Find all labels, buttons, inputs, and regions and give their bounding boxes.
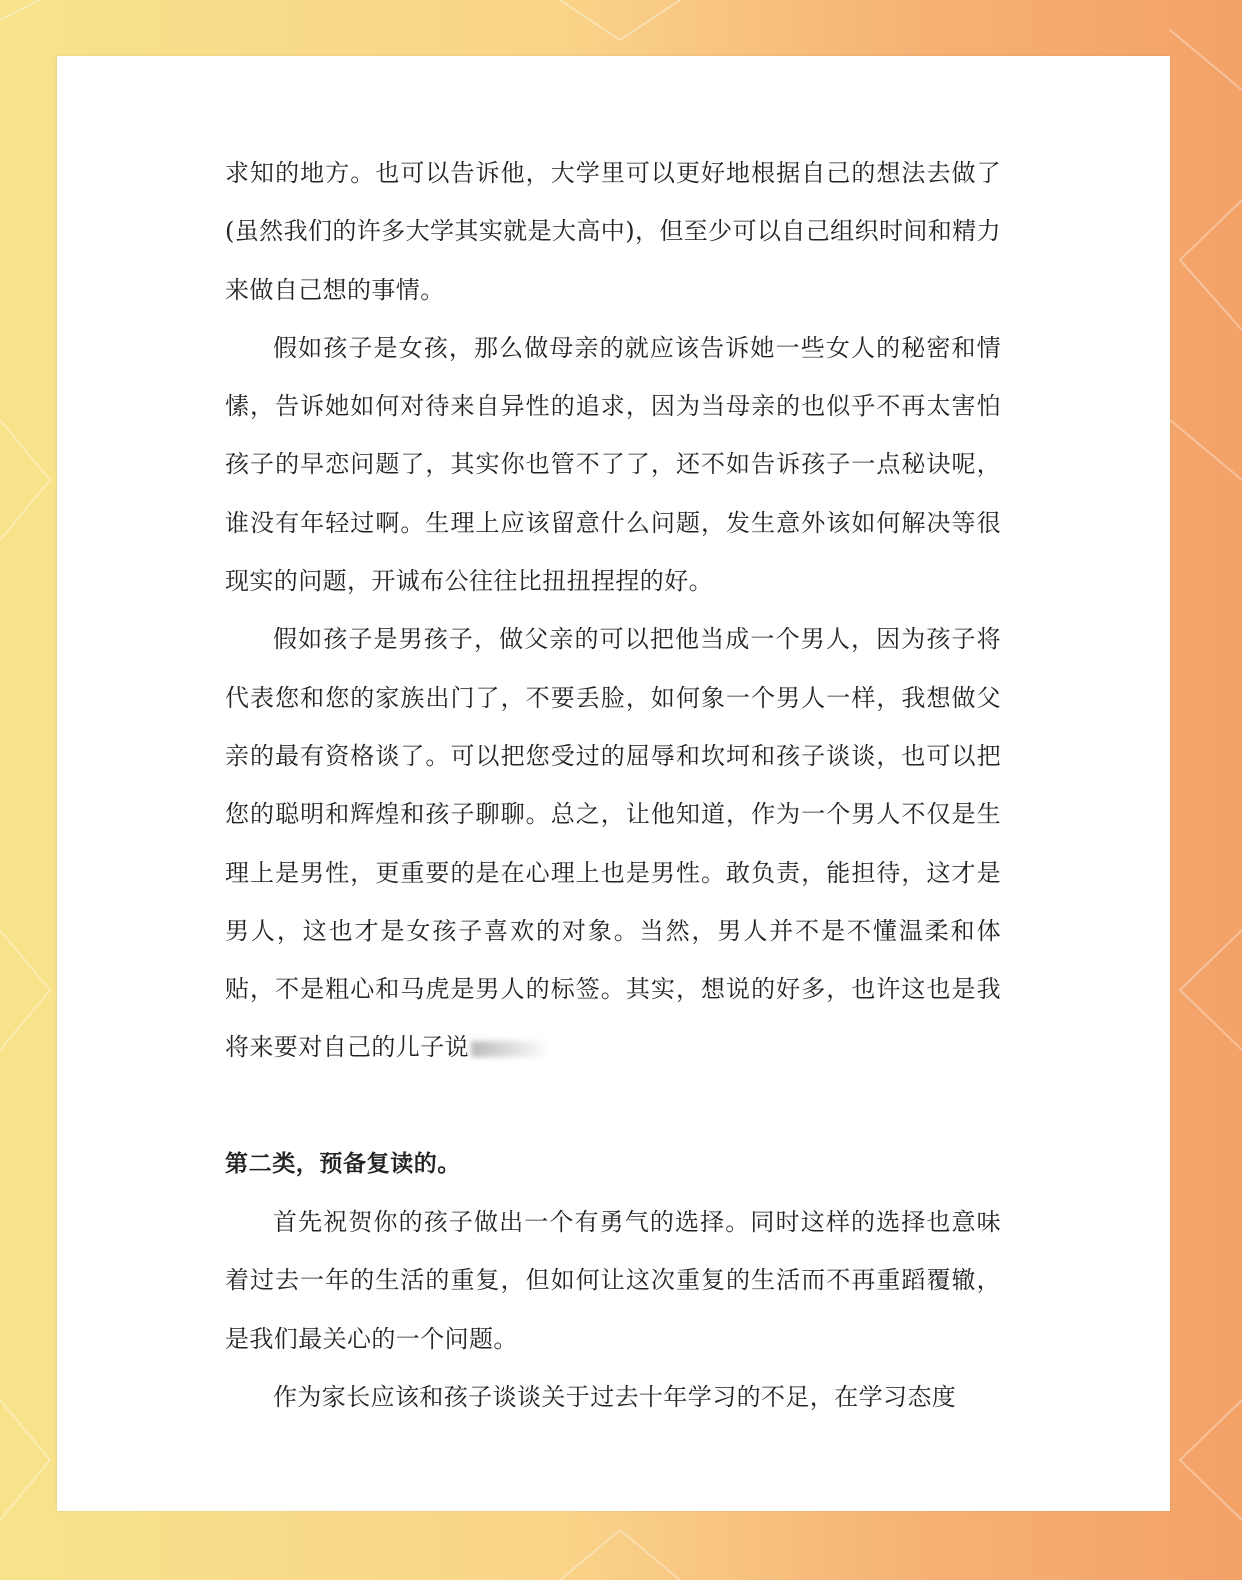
document-body bbox=[225, 144, 1001, 1426]
paragraph-4: 首先祝贺你的孩子做出一个有勇气的选择。同时这样的选择也意味着过去一年的生活的重复，但如何让这次重复的生活而不再重蹈覆辙，是我们最关心的一个问题。 bbox=[225, 1208, 1001, 1353]
paragraph-3 bbox=[225, 610, 1001, 1076]
paragraph-5: 作为家长应该和孩子谈谈关于过去十年学习的不足，在学习态度 bbox=[273, 1382, 957, 1411]
blurred-text-fade bbox=[471, 1041, 549, 1057]
section-heading: 第二类，预备复读的。 bbox=[225, 1150, 461, 1177]
paragraph-3-text: 假如孩子是男孩子，做父亲的可以把他当成一个男人，因为孩子将代表您和您的家族出门了，不要丢脸，如何象一个男人一样，我想做父亲的最有资格谈了。可以把您受过的屈辱和坎坷和孩子谈谈，也可以把您的聪明和辉煌和孩子聊聊。总之，让他知道，作为一个男人不仅是生理上是男性，更重要的是在心理上也是男性。敢负责，能担待，这才是男人，这也才是女孩子喜欢的对象。当然，男人并不是不懂温柔和体贴，不是粗心和马虎是男人的标签。其实，想说的好多，也许这也是我将来要对自己的儿子说 bbox=[225, 625, 1001, 1062]
paragraph-1: 求知的地方。也可以告诉他，大学里可以更好地根据自己的想法去做了(虽然我们的许多大学其实就是大高中)，但至少可以自己组织时间和精力来做自己想的事情。 bbox=[225, 159, 1001, 304]
document-page bbox=[57, 56, 1170, 1511]
paragraph-2: 假如孩子是女孩，那么做母亲的就应该告诉她一些女人的秘密和情愫，告诉她如何对待来自异性的追求，因为当母亲的也似乎不再太害怕孩子的早恋问题了，其实你也管不了了，还不如告诉孩子一点秘诀呢，谁没有年轻过啊。生理上应该留意什么问题，发生意外该如何解决等很现实的问题，开诚布公往往比扭扭捏捏的好。 bbox=[225, 333, 1001, 596]
